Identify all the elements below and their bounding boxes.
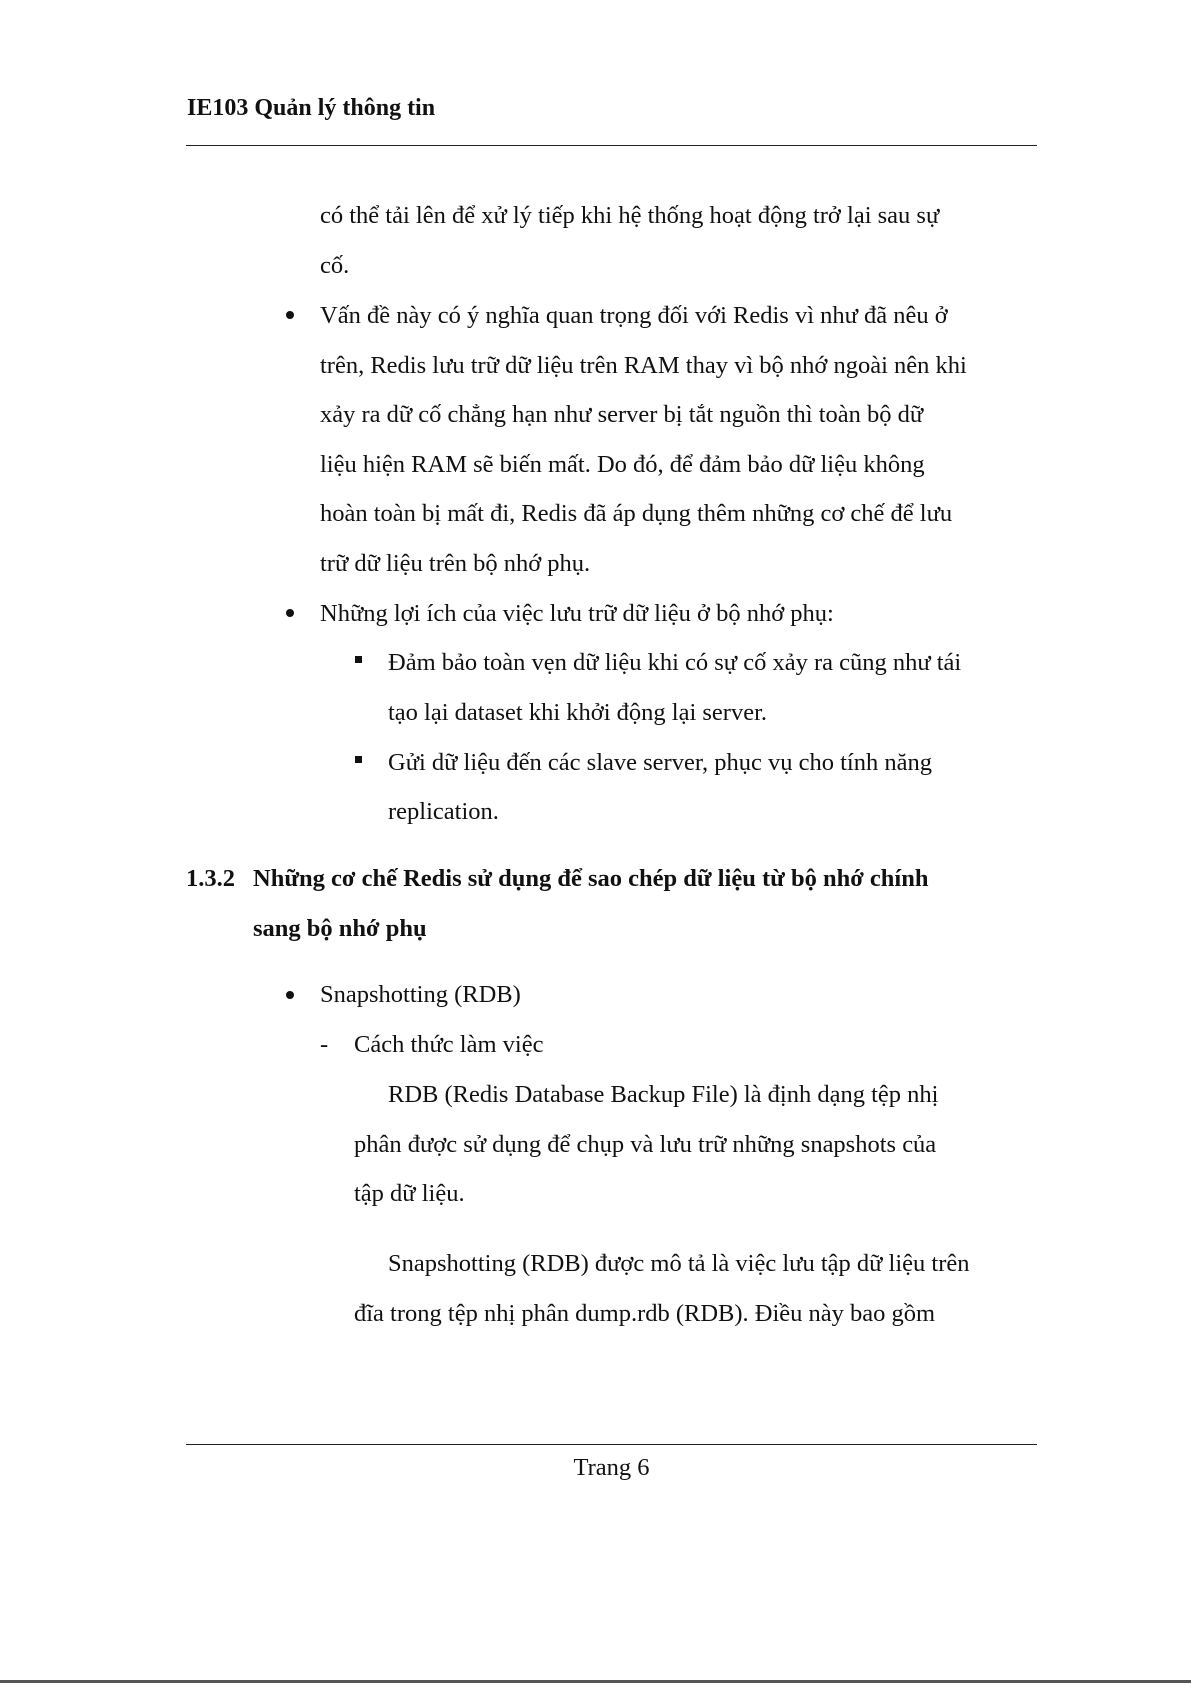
- footer-rule: [186, 1444, 1037, 1445]
- bullet-line: Snapshotting (RDB): [320, 981, 521, 1008]
- paragraph-line: tập dữ liệu.: [354, 1180, 465, 1207]
- bullet-line: trữ dữ liệu trên bộ nhớ phụ.: [320, 550, 591, 577]
- section-title: Những cơ chế Redis sử dụng để sao chép dữ liệu từ bộ nhớ chính: [253, 865, 929, 892]
- square-bullet-icon: [355, 756, 362, 763]
- paragraph-line: RDB (Redis Database Backup File) là định dạng tệp nhị: [388, 1081, 939, 1108]
- bullet-line: liệu hiện RAM sẽ biến mất. Do đó, để đảm bảo dữ liệu không: [320, 451, 925, 478]
- header-title: IE103 Quản lý thông tin: [187, 95, 436, 121]
- bullet-line: Những lợi ích của việc lưu trữ dữ liệu ở bộ nhớ phụ:: [320, 600, 834, 627]
- paragraph-line: đĩa trong tệp nhị phân dump.rdb (RDB). Điều này bao gồm: [354, 1300, 936, 1327]
- dash-marker: -: [320, 1031, 329, 1058]
- bullet-line: trên, Redis lưu trữ dữ liệu trên RAM thay vì bộ nhớ ngoài nên khi: [320, 352, 967, 379]
- section-number: 1.3.2: [186, 865, 235, 892]
- paragraph-line: phân được sử dụng để chụp và lưu trữ những snapshots của: [354, 1131, 937, 1158]
- page-number: Trang 6: [573, 1454, 650, 1481]
- sub-bullet-line: Đảm bảo toàn vẹn dữ liệu khi có sự cố xảy ra cũng như tái: [388, 649, 962, 676]
- header-rule: [186, 145, 1037, 146]
- bullet-line: hoàn toàn bị mất đi, Redis đã áp dụng thêm những cơ chế để lưu: [320, 500, 953, 527]
- continuation-line: cố.: [320, 252, 350, 279]
- bullet-icon: [286, 311, 294, 319]
- section-title: sang bộ nhớ phụ: [253, 915, 427, 942]
- page-edge-divider: [0, 1680, 1191, 1683]
- sub-bullet-line: Gửi dữ liệu đến các slave server, phục vụ cho tính năng: [388, 749, 932, 776]
- bullet-icon: [286, 609, 294, 617]
- dash-item: Cách thức làm việc: [354, 1031, 544, 1058]
- sub-bullet-line: tạo lại dataset khi khởi động lại server.: [388, 699, 767, 726]
- square-bullet-icon: [355, 656, 362, 663]
- bullet-icon: [286, 991, 294, 999]
- sub-bullet-line: replication.: [388, 798, 499, 825]
- bullet-line: xảy ra dữ cố chẳng hạn như server bị tắt nguồn thì toàn bộ dữ: [320, 401, 924, 428]
- continuation-line: có thể tải lên để xử lý tiếp khi hệ thống hoạt động trở lại sau sự: [320, 202, 940, 229]
- bullet-line: Vấn đề này có ý nghĩa quan trọng đối với Redis vì như đã nêu ở: [320, 302, 948, 329]
- paragraph-line: Snapshotting (RDB) được mô tả là việc lưu tập dữ liệu trên: [388, 1250, 970, 1277]
